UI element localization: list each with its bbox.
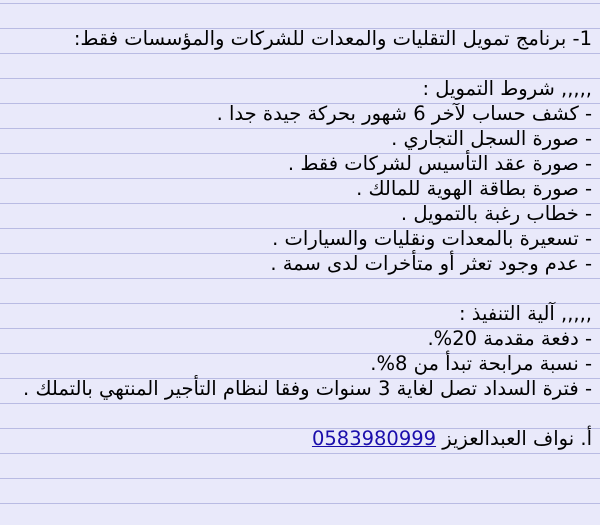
condition-item: - صورة بطاقة الهوية للمالك .: [356, 177, 592, 200]
blank-line: [12, 276, 592, 301]
signature-name: أ. نواف العبدالعزيز: [442, 427, 592, 450]
conditions-heading: ,,,,, شروط التمويل :: [422, 77, 592, 100]
condition-item: - تسعيرة بالمعدات ونقليات والسيارات .: [272, 227, 592, 250]
mechanism-item: - دفعة مقدمة 20%.: [427, 327, 592, 350]
program-title: 1- برنامج تمويل التقليات والمعدات للشركات والمؤسسات فقط:: [73, 27, 592, 50]
mechanism-item: - نسبة مرابحة تبدأ من 8%.: [370, 352, 592, 375]
condition-item: - خطاب رغبة بالتمويل .: [400, 202, 592, 225]
condition-item: - صورة عقد التأسيس لشركات فقط .: [287, 152, 592, 175]
blank-line: [12, 51, 592, 76]
mechanism-heading: ,,,,, آلية التنفيذ :: [459, 302, 592, 325]
condition-item: - عدم وجود تعثر أو متأخرات لدى سمة .: [270, 252, 592, 275]
condition-item: - صورة السجل التجاري .: [391, 127, 592, 150]
document-body: [12, 26, 592, 451]
signature-line: [12, 426, 592, 451]
phone-link[interactable]: 0583980999: [311, 427, 437, 450]
mechanism-item: - فترة السداد تصل لغاية 3 سنوات وفقا لنظام التأجير المنتهي بالتملك .: [23, 377, 592, 400]
condition-item: - كشف حساب لآخر 6 شهور بحركة جيدة جدا .: [216, 102, 592, 125]
